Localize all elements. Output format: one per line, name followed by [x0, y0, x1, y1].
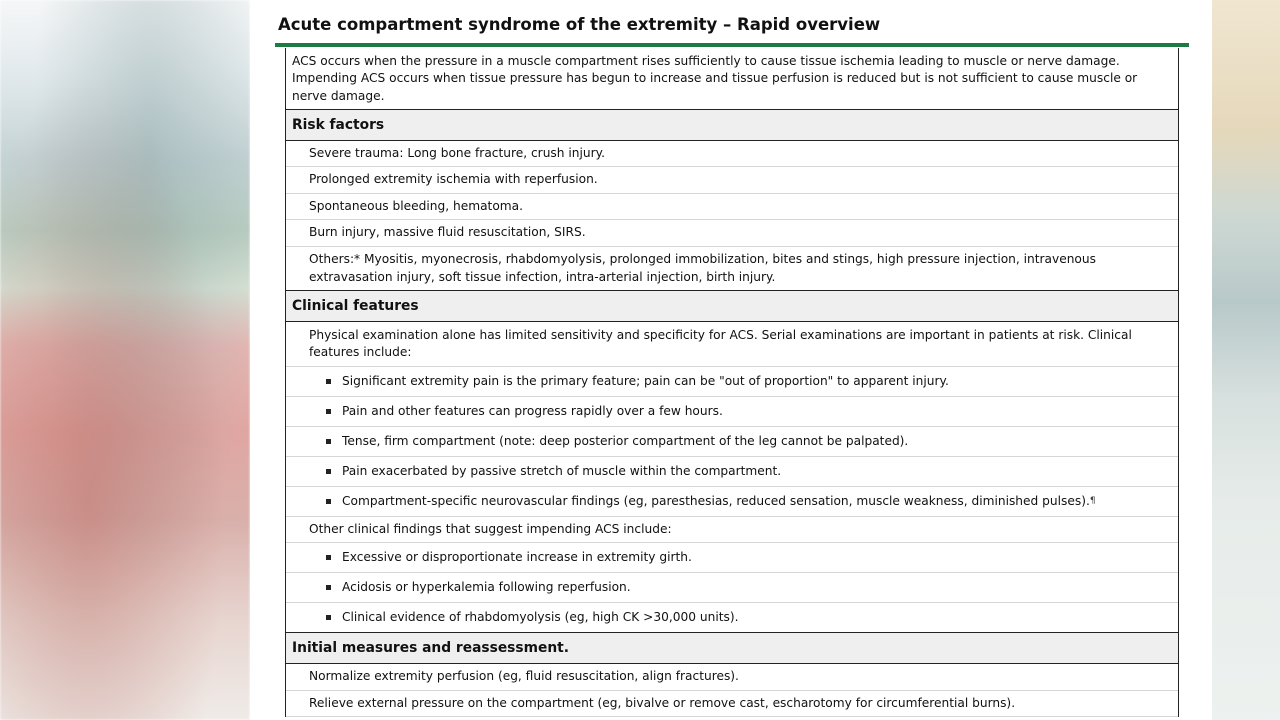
bullet-item — [286, 487, 1178, 517]
bullet-marker — [326, 615, 331, 620]
bullet-item — [286, 603, 1178, 633]
title-underline — [275, 43, 1189, 47]
bullet-item — [286, 427, 1178, 457]
footnote-mark: ¶ — [1089, 495, 1096, 506]
bullet-text: Pain exacerbated by passive stretch of muscle within the compartment. — [342, 463, 782, 478]
bullet-marker — [326, 555, 331, 560]
bullet-item — [286, 573, 1178, 603]
clinical-features-intro: Physical examination alone has limited sensitivity and specificity for ACS. Serial examinations are important in patients at risk. Clinical features include: — [286, 322, 1178, 367]
bullet-marker — [326, 409, 331, 414]
bullet-text: Acidosis or hyperkalemia following reperfusion. — [342, 579, 631, 594]
overview-table — [285, 48, 1179, 717]
list-item: Severe trauma: Long bone fracture, crush injury. — [286, 141, 1178, 167]
bullet-marker — [326, 379, 331, 384]
other-findings-intro: Other clinical findings that suggest impending ACS include: — [286, 517, 1178, 543]
bullet-text: Tense, firm compartment (note: deep posterior compartment of the leg cannot be palpated). — [342, 433, 909, 448]
bullet-item — [286, 397, 1178, 427]
document-page — [250, 0, 1212, 720]
bullet-text: Clinical evidence of rhabdomyolysis (eg, high CK >30,000 units). — [342, 609, 739, 624]
background-photo-left — [0, 0, 250, 720]
bullet-marker — [326, 585, 331, 590]
section-heading-clinical-features: Clinical features — [286, 291, 1178, 322]
list-item: Others:* Myositis, myonecrosis, rhabdomyolysis, prolonged immobilization, bites and stings, high pressure injection, intravenous extravasation injury, soft tissue infection, intra-arterial injection, birth injury. — [286, 247, 1178, 291]
list-item: Prolonged extremity ischemia with reperfusion. — [286, 167, 1178, 194]
bullet-text: Compartment-specific neurovascular findings (eg, paresthesias, reduced sensation, muscle weakness, diminished pulses). — [342, 493, 1090, 508]
bullet-item — [286, 457, 1178, 487]
bullet-text: Significant extremity pain is the primary feature; pain can be "out of proportion" to apparent injury. — [342, 373, 949, 388]
bullet-item — [286, 543, 1178, 573]
bullet-text: Excessive or disproportionate increase in extremity girth. — [342, 549, 692, 564]
list-item: Spontaneous bleeding, hematoma. — [286, 194, 1178, 220]
bullet-marker — [326, 439, 331, 444]
bullet-marker — [326, 469, 331, 474]
section-heading-initial-measures: Initial measures and reassessment. — [286, 633, 1178, 664]
intro-text: ACS occurs when the pressure in a muscle compartment rises sufficiently to cause tissue ischemia leading to muscle or nerve damage. Impending ACS occurs when tissue pressure has begun to increase and tissue perfusion is reduced but is not sufficient to cause muscle or nerve damage. — [286, 48, 1178, 110]
list-item: Relieve external pressure on the compartment (eg, bivalve or remove cast, escharotomy for circumferential burns). — [286, 691, 1178, 717]
background-photo-right — [1212, 0, 1280, 720]
bullet-text: Pain and other features can progress rapidly over a few hours. — [342, 403, 723, 418]
section-heading-risk-factors: Risk factors — [286, 110, 1178, 141]
list-item: Burn injury, massive fluid resuscitation, SIRS. — [286, 220, 1178, 247]
bullet-marker — [326, 499, 331, 504]
page-title: Acute compartment syndrome of the extremity – Rapid overview — [278, 15, 881, 34]
list-item: Normalize extremity perfusion (eg, fluid resuscitation, align fractures). — [286, 664, 1178, 691]
bullet-item — [286, 367, 1178, 397]
